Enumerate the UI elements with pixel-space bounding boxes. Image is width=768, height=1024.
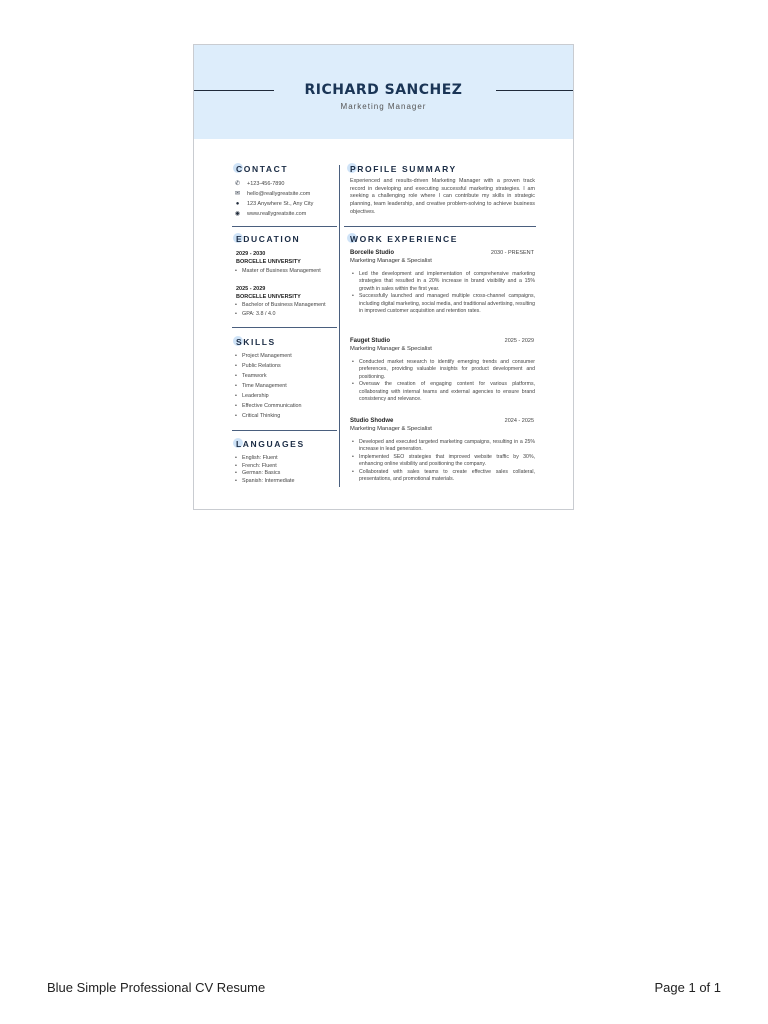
map-pin-icon: ● bbox=[235, 201, 240, 207]
job-dates-2: 2025 - 2029 bbox=[504, 338, 534, 344]
left-divider-3 bbox=[232, 430, 337, 431]
education-title: EDUCATION bbox=[236, 234, 300, 244]
education-items-1 bbox=[234, 266, 321, 276]
job-company-3: Studio Shodwe bbox=[350, 418, 394, 424]
list-item: • Developed and executed targeted marketing campaigns, resulting in a 25% increase in lead generation. bbox=[350, 439, 535, 454]
list-item: • French: Fluent bbox=[234, 463, 294, 471]
phone-icon: ✆ bbox=[234, 181, 241, 187]
list-item: • Conducted market research to identify emerging trends and consumer preferences, providing valuable insights for product development and positioning. bbox=[350, 359, 535, 381]
education-years-2: 2025 - 2029 bbox=[236, 286, 266, 292]
skills-title: SKILLS bbox=[236, 337, 276, 347]
resume-header bbox=[194, 45, 573, 139]
list-item: • Teamwork bbox=[234, 371, 302, 381]
education-school-2: BORCELLE UNIVERSITY bbox=[236, 294, 301, 300]
job-bullets-3 bbox=[350, 439, 535, 483]
list-item: • Spanish: Intermediate bbox=[234, 478, 294, 486]
list-item: • Leadership bbox=[234, 391, 302, 401]
envelope-icon: ✉ bbox=[234, 191, 241, 197]
list-item: • Led the development and implementation of comprehensive marketing strategies that resulted in a 20% increase in brand visibility and a 15% growth in sales within the first year. bbox=[350, 271, 535, 293]
resume-name: RICHARD SANCHEZ bbox=[304, 82, 463, 98]
profile-title: PROFILE SUMMARY bbox=[350, 164, 457, 174]
list-item: • English: Fluent bbox=[234, 455, 294, 463]
page-indicator: Page 1 of 1 bbox=[654, 980, 721, 995]
education-items-2 bbox=[234, 301, 326, 319]
column-divider bbox=[339, 165, 340, 487]
job-dates-3: 2024 - 2025 bbox=[504, 418, 534, 424]
list-item: • Time Management bbox=[234, 381, 302, 391]
job-role-3: Marketing Manager & Specialist bbox=[350, 426, 432, 432]
list-item: • Critical Thinking bbox=[234, 411, 302, 421]
job-role-2: Marketing Manager & Specialist bbox=[350, 346, 432, 352]
list-item: • Master of Business Management bbox=[234, 266, 321, 276]
education-years-1: 2029 - 2030 bbox=[236, 251, 266, 257]
list-item: • Successfully launched and managed multiple cross-channel campaigns, including digital marketing, social media, and traditional advertising, resulting in improved customer acquisition and retention rates. bbox=[350, 293, 535, 315]
job-bullets-1 bbox=[350, 271, 535, 315]
left-divider-2 bbox=[232, 327, 337, 328]
languages-list bbox=[234, 455, 294, 485]
globe-icon: ◉ bbox=[234, 211, 241, 217]
list-item: • Oversaw the creation of engaging content for various platforms, collaborating with internal teams and external agencies to ensure brand consistency and relevance. bbox=[350, 381, 535, 403]
list-item: • Project Management bbox=[234, 351, 302, 361]
document-title: Blue Simple Professional CV Resume bbox=[47, 980, 266, 995]
experience-title: WORK EXPERIENCE bbox=[350, 234, 458, 244]
contact-title: CONTACT bbox=[236, 164, 288, 174]
list-item: • Public Relations bbox=[234, 361, 302, 371]
list-item: • German: Basics bbox=[234, 470, 294, 478]
right-divider-1 bbox=[344, 226, 536, 227]
job-company-1: Borcelle Studio bbox=[350, 250, 395, 256]
list-item: • Bachelor of Business Management bbox=[234, 301, 326, 310]
list-item: • GPA: 3.8 / 4.0 bbox=[234, 310, 326, 319]
resume-role: Marketing Manager bbox=[340, 102, 427, 111]
skills-list bbox=[234, 351, 302, 421]
job-dates-1: 2030 - PRESENT bbox=[490, 250, 534, 256]
list-item: • Effective Communication bbox=[234, 401, 302, 411]
languages-title: LANGUAGES bbox=[236, 439, 305, 449]
job-bullets-2 bbox=[350, 359, 535, 403]
list-item: • Collaborated with sales teams to create effective sales collateral, presentations, and promotional materials. bbox=[350, 469, 535, 484]
job-role-1: Marketing Manager & Specialist bbox=[350, 258, 432, 264]
profile-summary-text: Experienced and results-driven Marketing Manager with a proven track record in developing and executing successful marketing strategies. I am seeking a challenging role where I can contribute my skills in strategic planning, team leadership, and creative problem-solving to achieve business objectives. bbox=[350, 178, 535, 215]
resume-page: RICHARD SANCHEZ Marketing Manager CONTACT ✆ +123-456-7890 ✉ hello@reallygreatsite.com ● 123 Anywhere St., Any City ◉ www.reallygreatsite.com EDUCATION 2029 - 2030 BORCELLE UNIVERSITY • Master of Business Management 2025 - 2029 BORCELLE UNIVERSITY • Bachelor of Business Management • GPA: 3.8 / 4.0 SKILLS • Project Management • Public Relations • Teamwork • Time Management • Leadership • Effective Communication • Critical Thinking LANGUAGES • English: Fluent • French: Fluent • German: Basics • Spanish: Intermediate PROFILE SUMMARY Experienced and results-driven Marketing Manager with a proven track record in developing and executing successful marketing strategies. I am seeking a challenging role where I can contribute my skills in strategic planning, team leadership, and creative problem-solving to achieve business objectives. WORK EXPERIENCE Borcelle Studio 2030 - PRESENT Marketing Manager & Specialist • Led the development and implementation of comprehensive marketing strategies that resulted in a 20% increase in brand visibility and a 15% growth in sales within the first year. • Successfully launched and managed multiple cross-channel campaigns, including digital marketing, social media, and traditional advertising, resulting in improved customer acquisition and retention rates. Fauget Studio 2025 - 2029 Marketing Manager & Specialist • Conducted market research to identify emerging trends and consumer preferences, providing valuable insights for product development and positioning. • Oversaw the creation of engaging content for various platforms, collaborating with internal teams and external agencies to ensure brand consistency and relevance. Studio Shodwe 2024 - 2025 Marketing Manager & Specialist • Developed and executed targeted marketing campaigns, resulting in a 25% increase in lead generation. • Implemented SEO strategies that improved website traffic by 30%, enhancing online visibility and positioning the company. • Collaborated with sales teams to create effective sales collateral, presentations, and promotional materials. bbox=[193, 44, 574, 510]
list-item: • Implemented SEO strategies that improved website traffic by 30%, enhancing online visibility and positioning the company. bbox=[350, 454, 535, 469]
job-company-2: Fauget Studio bbox=[350, 338, 390, 344]
left-divider-1 bbox=[232, 226, 337, 227]
education-school-1: BORCELLE UNIVERSITY bbox=[236, 259, 301, 265]
